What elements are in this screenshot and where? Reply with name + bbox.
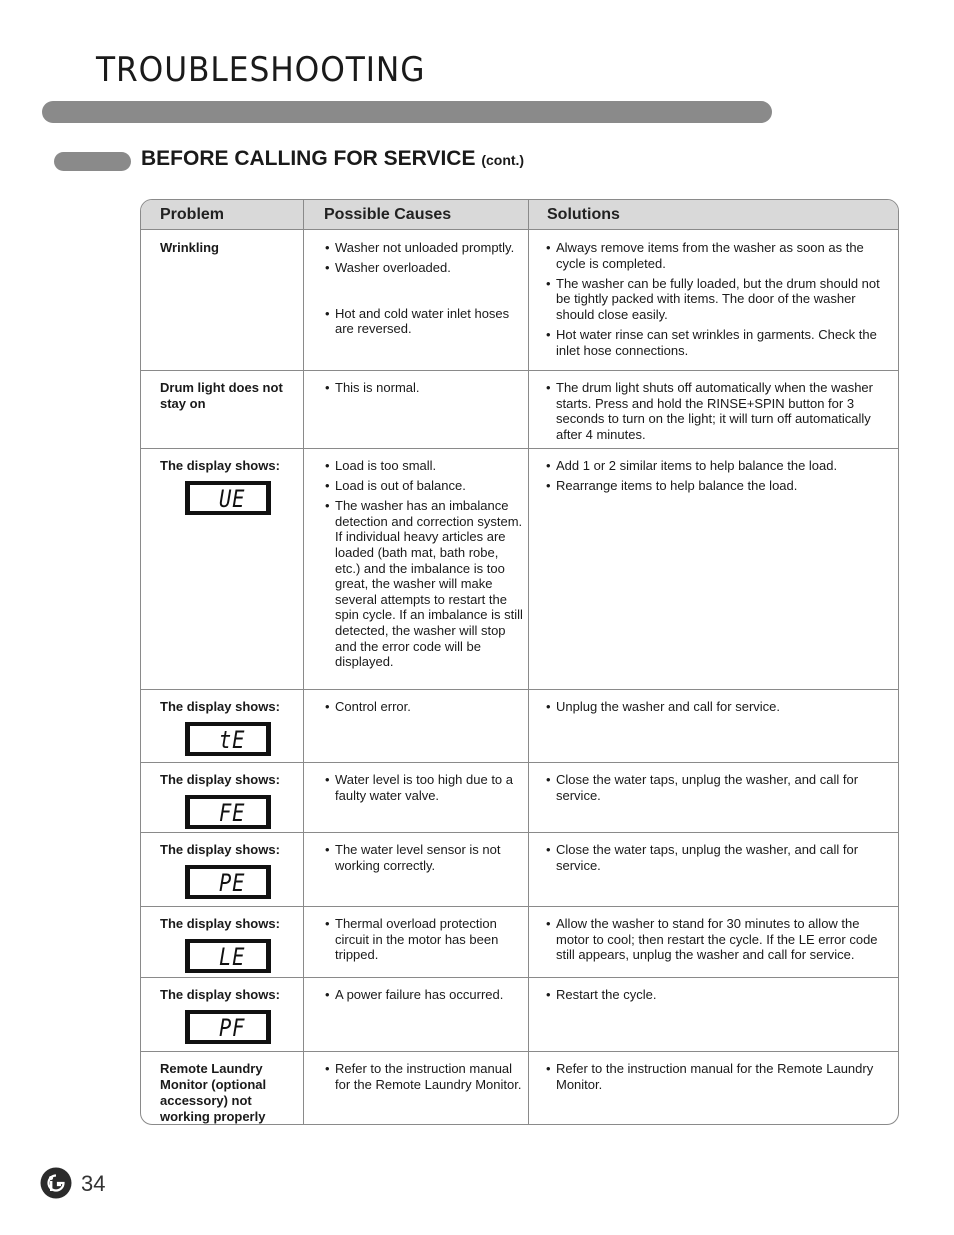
solution-item: • Refer to the instruction manual for the Remote Laundry Monitor. (545, 1061, 891, 1092)
header-possible-causes: Possible Causes (324, 206, 452, 223)
solution-item: • Add 1 or 2 similar items to help balance the load. (545, 458, 891, 474)
display-error-code-icon (185, 481, 271, 515)
display-error-code-icon (185, 1010, 271, 1044)
table-header-row (141, 200, 898, 230)
cause-item: • The water level sensor is not working correctly. (324, 842, 527, 873)
causes-list (324, 772, 527, 808)
cause-item: • A power failure has occurred. (324, 987, 527, 1003)
causes-list (324, 916, 527, 967)
column-divider (528, 200, 529, 1124)
cause-item: • Load is out of balance. (324, 478, 527, 494)
page-title: TROUBLESHOOTING (96, 50, 426, 90)
section-heading-suffix: (cont.) (481, 152, 525, 168)
problem-cell: The display shows: (160, 987, 280, 1002)
solution-item: • Restart the cycle. (545, 987, 891, 1003)
solution-item: • Hot water rinse can set wrinkles in garments. Check the inlet hose connections. (545, 327, 891, 358)
header-solutions: Solutions (547, 206, 620, 223)
display-error-code: PE (219, 869, 246, 897)
row-divider (141, 762, 898, 763)
solution-item: • Close the water taps, unplug the washer, and call for service. (545, 772, 891, 803)
display-screen (190, 726, 266, 752)
title-divider-bar (42, 101, 772, 123)
causes-list (324, 380, 527, 400)
display-screen (190, 869, 266, 895)
solution-item: • Always remove items from the washer as soon as the cycle is completed. (545, 240, 891, 271)
causes-list (324, 240, 527, 341)
solutions-list (545, 458, 891, 498)
solutions-list (545, 240, 891, 363)
header-problem: Problem (160, 206, 225, 223)
causes-list (324, 987, 527, 1007)
display-screen (190, 1014, 266, 1040)
row-divider (141, 1051, 898, 1052)
problem-cell: Remote Laundry Monitor (optional accessory) not working properly (160, 1061, 267, 1124)
row-divider (141, 370, 898, 371)
display-error-code-icon (185, 865, 271, 899)
cause-item: • Thermal overload protection circuit in the motor has been tripped. (324, 916, 527, 963)
solution-item: • Close the water taps, unplug the washer, and call for service. (545, 842, 891, 873)
display-screen (190, 943, 266, 969)
solution-item: • Allow the washer to stand for 30 minutes to allow the motor to cool; then restart the cycle. If the LE error code still appears, unplug the washer and call for service. (545, 916, 891, 963)
display-error-code-icon (185, 939, 271, 973)
cause-item: • Hot and cold water inlet hoses are reversed. (324, 306, 527, 337)
causes-list (324, 1061, 527, 1097)
cause-item: • The washer has an imbalance detection and correction system. If individual heavy articles are loaded (bath mat, bath robe, etc.) and the imbalance is too great, the washer will make several attempts to restart the spin cycle. If an imbalance is still detected, the washer will stop and the error code will be displayed. (324, 498, 527, 670)
problem-cell: Wrinkling (160, 240, 219, 255)
solutions-list (545, 916, 891, 967)
cause-item: • Washer overloaded. (324, 260, 527, 276)
solutions-list (545, 842, 891, 878)
section-heading (141, 147, 524, 171)
solutions-list (545, 699, 891, 719)
solution-item: • The drum light shuts off automatically when the washer starts. Press and hold the RINSE+SPIN button for 3 seconds to turn on the light; it will turn off automatically after 4 minutes. (545, 380, 891, 442)
solutions-list (545, 1061, 891, 1097)
problem-cell: The display shows: (160, 699, 280, 714)
problem-cell: The display shows: (160, 458, 280, 473)
cause-item: • Water level is too high due to a faulty water valve. (324, 772, 527, 803)
row-divider (141, 689, 898, 690)
lg-logo-icon (40, 1167, 72, 1199)
display-error-code-icon (185, 795, 271, 829)
page-number: 34 (81, 1171, 106, 1196)
section-heading-text: BEFORE CALLING FOR SERVICE (141, 147, 476, 170)
solution-item: • Unplug the washer and call for service. (545, 699, 891, 715)
solution-item: • Rearrange items to help balance the load. (545, 478, 891, 494)
causes-list (324, 458, 527, 674)
row-divider (141, 832, 898, 833)
display-error-code-icon (185, 722, 271, 756)
row-divider (141, 977, 898, 978)
display-error-code: PF (219, 1014, 246, 1042)
section-pill-decoration (54, 152, 131, 171)
display-error-code: FE (219, 799, 246, 827)
troubleshooting-table (140, 199, 899, 1125)
display-error-code: LE (219, 943, 246, 971)
solutions-list (545, 772, 891, 808)
cause-item: • Washer not unloaded promptly. (324, 240, 527, 256)
display-screen (190, 485, 266, 511)
cause-item: • This is normal. (324, 380, 527, 396)
cause-item: • Load is too small. (324, 458, 527, 474)
row-divider (141, 448, 898, 449)
solution-item: • The washer can be fully loaded, but the drum should not be tightly packed with items. The door of the washer should close easily. (545, 276, 891, 323)
causes-list (324, 699, 527, 719)
problem-cell: The display shows: (160, 916, 280, 931)
row-divider (141, 906, 898, 907)
cause-item: • Control error. (324, 699, 527, 715)
problem-cell: The display shows: (160, 772, 280, 787)
display-error-code: UE (219, 485, 246, 513)
display-screen (190, 799, 266, 825)
causes-list (324, 842, 527, 878)
solutions-list (545, 380, 891, 447)
problem-cell: Drum light does not stay on (160, 380, 283, 411)
cause-item: • Refer to the instruction manual for the Remote Laundry Monitor. (324, 1061, 527, 1092)
column-divider (303, 200, 304, 1124)
display-error-code: tE (219, 726, 246, 754)
problem-cell: The display shows: (160, 842, 280, 857)
solutions-list (545, 987, 891, 1007)
